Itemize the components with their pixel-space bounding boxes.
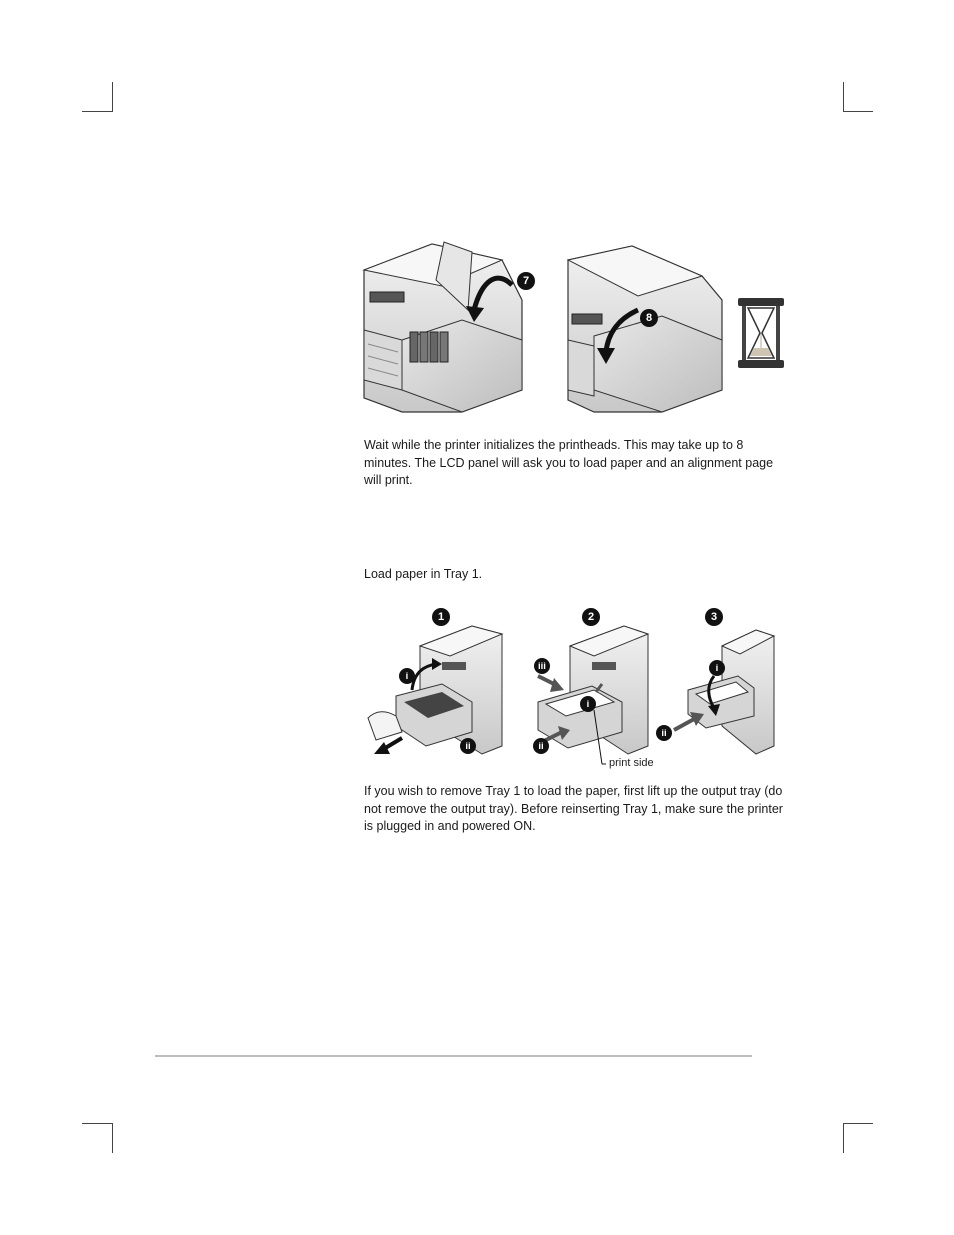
panel-1-pull-tray (368, 626, 502, 754)
crop-mark-bottom-left-vertical (112, 1123, 113, 1153)
load-paper-instruction: Load paper in Tray 1. (364, 567, 483, 581)
load-paper-illustration (362, 606, 782, 774)
remove-tray-paragraph: If you wish to remove Tray 1 to load the paper, first lift up the output tray (do not remove the output tray). Before reinserting Tray 1, make sure the printer is plugged in and powered ON. (364, 784, 783, 833)
panel-1-sub-ii-badge: ii (460, 738, 476, 754)
figure-load-paper (362, 606, 782, 774)
crop-mark-top-left-horizontal (82, 111, 112, 112)
panel-1-badge: 1 (432, 608, 450, 626)
print-side-callout: print side (609, 757, 654, 769)
hourglass-icon (738, 298, 784, 368)
panel-2-insert-paper (538, 626, 648, 764)
panel-2-badge: 2 (582, 608, 600, 626)
printer-cover-illustration (362, 240, 792, 418)
crop-mark-top-left-vertical (112, 82, 113, 112)
step-8-badge: 8 (640, 309, 658, 327)
footer-rule (155, 1055, 752, 1057)
panel-1-sub-i-badge: i (399, 668, 415, 684)
crop-mark-top-right-vertical (843, 82, 844, 112)
panel-2-sub-ii-badge: ii (533, 738, 549, 754)
wait-paragraph: Wait while the printer initializes the printheads. This may take up to 8 minutes. The LCD panel will ask you to load paper and an alignment page will print. (364, 438, 774, 487)
panel-3-sub-ii-badge: ii (656, 725, 672, 741)
printer-open-cover (364, 242, 522, 412)
panel-3-sub-i-badge: i (709, 660, 725, 676)
crop-mark-bottom-right-vertical (843, 1123, 844, 1153)
crop-mark-top-right-horizontal (843, 111, 873, 112)
panel-2-sub-iii-badge: iii (534, 658, 550, 674)
figure-close-printhead-cover (362, 240, 792, 418)
panel-3-reinsert-tray (674, 630, 774, 754)
crop-mark-bottom-right-horizontal (843, 1123, 873, 1124)
panel-2-sub-i-badge: i (580, 696, 596, 712)
crop-mark-bottom-left-horizontal (82, 1123, 112, 1124)
panel-3-badge: 3 (705, 608, 723, 626)
printer-closed-cover (568, 246, 722, 412)
step-7-badge: 7 (517, 272, 535, 290)
